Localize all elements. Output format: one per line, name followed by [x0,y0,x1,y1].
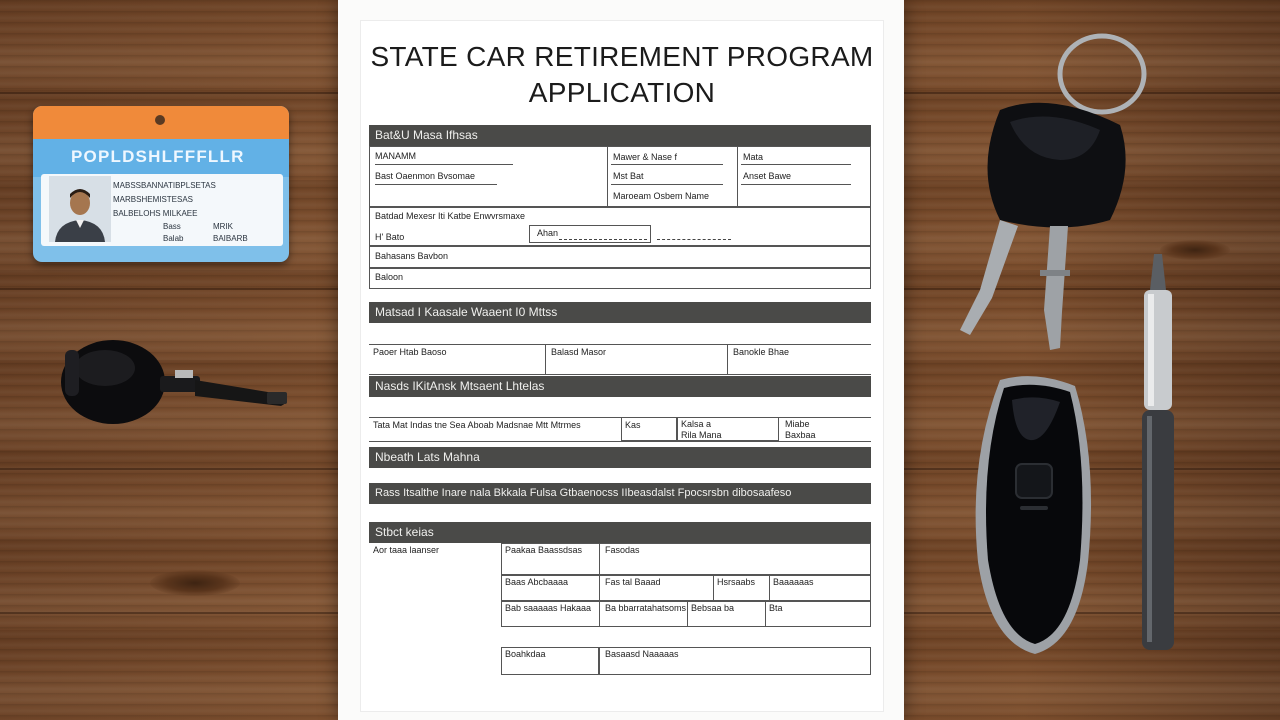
application-form [360,20,884,712]
field-label: Baloon [375,272,404,282]
field-label: Kalsa a [681,419,712,429]
field-label: Kas [625,420,641,430]
form-title [361,39,883,111]
field-label: Baas Abcbaaaa [505,577,569,587]
field-label: Mata [743,152,764,162]
field-label: Hsrsaabs [717,577,756,587]
field-label: MANAMM [375,151,416,161]
id-card-lanyard-hole [155,115,165,125]
section5-header: Rass Itsalthe Inare nala Bkkala Fulsa Gtbaenocss IIbeasdalst Fpocsrsbn dibosaafeso [369,483,871,504]
field-label: Mst Bat [613,171,644,181]
wood-knot [150,570,240,596]
id-card-title: POPLDSHLFFFLLR [71,147,245,166]
divider [545,344,546,374]
field-line [611,164,723,165]
field-label: Aor taaa laanser [373,545,440,555]
id-card-line: Balab [163,234,184,243]
field-line [741,164,851,165]
field-label: Basaasd Naaaaas [605,649,679,659]
section3-header: Nasds IKitAnsk Mtsaent Lhtelas [369,376,871,397]
field-label: Rila Mana [681,430,722,440]
field-label: Baaaaaas [773,577,814,587]
field-line [611,184,723,185]
field-label: Ba bbarratahatsoms [605,603,687,613]
application-paper [338,0,904,720]
id-card-line: MABSSBANNATIBPLSETAS [113,181,216,190]
field-label: Bta [769,603,783,613]
field-label: Batdad Mexesr Iti Katbe Enwvrsmaxe [375,211,526,221]
field-label: Ahan [537,228,559,238]
section1-header: Bat&U Masa Ifhsas [369,125,871,146]
field-line [369,374,871,375]
field-label: Balasd Masor [551,347,607,357]
id-card-photo [49,176,111,242]
field-label: Bebsaa ba [691,603,735,613]
form-title-line1: STATE CAR RETIREMENT PROGRAM [370,41,874,72]
form-title-line2: APPLICATION [528,77,716,108]
divider [765,601,766,627]
divider [727,344,728,374]
field-label: Baxbaa [785,430,816,440]
field-line [369,441,871,442]
field-label: H' Bato [375,232,405,242]
id-card [33,106,289,262]
fill-dash [657,239,731,240]
field-label: Bast Oaenmon Bvsomae [375,171,476,181]
id-card-line: Bass [163,222,181,231]
key-fob [960,372,1110,662]
field-line [369,344,871,345]
car-key-left [55,320,300,440]
fill-dash [559,239,647,240]
id-card-line: BAIBARB [213,234,248,243]
field-label: Tata Mat Indas tne Sea Aboab Madsnae Mtt Mtrmes [373,420,581,430]
field-label: Boahkdaa [505,649,546,659]
field-line [741,184,851,185]
field-label: Bahasans Bavbon [375,251,449,261]
field-label: Maroeam Osbem Name [613,191,710,201]
divider [607,146,608,207]
divider [713,575,714,601]
id-card-line: MRIK [213,222,233,231]
field-line [375,164,513,165]
field-label: Banokle Bhae [733,347,790,357]
field-label: Mawer & Nase f [613,152,678,162]
field-label: Miabe [785,419,810,429]
divider [599,543,600,575]
field-label: Fas tal Baaad [605,577,661,587]
field-label: Fasodas [605,545,640,555]
field-line [375,184,497,185]
section6-header: Stbct keias [369,522,871,543]
divider [737,146,738,207]
id-card-line: BALBELOHS MILKAEE [113,209,198,218]
text-row [369,268,871,289]
divider [769,575,770,601]
pen [1128,250,1188,660]
field-label: Paoer Htab Baoso [373,347,447,357]
field-label: Bab saaaaas Hakaaa [505,603,592,613]
section4-header: Nbeath Lats Mahna [369,447,871,468]
section2-header: Matsad I Kaasale Waaent I0 Mttss [369,302,871,323]
field-label: Anset Bawe [743,171,792,181]
field-line [369,417,871,418]
divider [687,601,688,627]
key-ring-with-keys [940,30,1160,360]
field-label: Paakaa Baassdsas [505,545,583,555]
id-card-line: MARBSHEMISTESAS [113,195,194,204]
